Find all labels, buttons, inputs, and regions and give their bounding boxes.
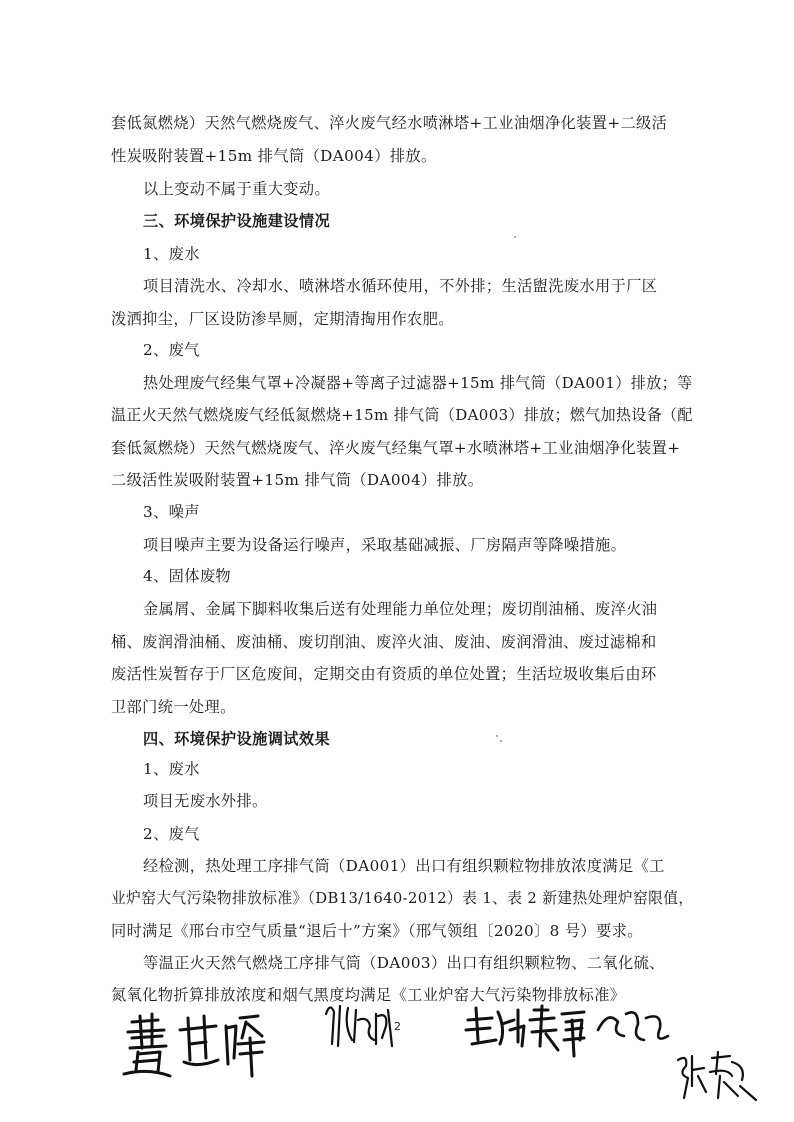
text-line: 项目噪声主要为设备运行噪声，采取基础减振、厂房隔声等降噪措施。 xyxy=(143,536,627,554)
text-line: 温正火天然气燃烧废气经低氮燃烧+15m 排气筒（DA003）排放；燃气加热设备（配 xyxy=(111,406,693,424)
text-line: 3、噪声 xyxy=(143,503,200,521)
text-line: 1、废水 xyxy=(143,760,200,778)
text-line: 经检测，热处理工序排气筒（DA001）出口有组织颗粒物排放浓度满足《工 xyxy=(143,857,665,875)
text-line: 项目无废水外排。 xyxy=(143,792,268,810)
text-line: 同时满足《邢台市空气质量“退后十”方案》（邢气领组〔2020〕8 号）要求。 xyxy=(111,922,643,940)
text-line: 氮氧化物折算排放浓度和烟气黑度均满足《工业炉窑大气污染物排放标准》 xyxy=(111,986,626,1004)
scan-speck xyxy=(496,735,498,737)
scan-speck xyxy=(514,236,516,238)
text-line: 等温正火天然气燃烧工序排气筒（DA003）出口有组织颗粒物、二氧化硫、 xyxy=(143,954,665,972)
text-line: 桶、废润滑油桶、废油桶、废切削油、废淬火油、废油、废润滑油、废过滤棉和 xyxy=(111,633,657,651)
signature-3 xyxy=(462,1000,674,1060)
text-line: 以上变动不属于重大变动。 xyxy=(143,180,331,198)
signature-1 xyxy=(118,1008,268,1080)
signature-4 xyxy=(672,1046,768,1106)
text-line: 热处理废气经集气罩+冷凝器+等离子过滤器+15m 排气筒（DA001）排放；等 xyxy=(143,374,693,392)
text-line: 废活性炭暂存于厂区危废间，定期交由有资质的单位处置；生活垃圾收集后由环 xyxy=(111,665,657,683)
text-line: 2、废气 xyxy=(143,341,200,359)
text-line: 二级活性炭吸附装置+15m 排气筒（DA004）排放。 xyxy=(111,471,484,489)
section-heading: 四、环境保护设施调试效果 xyxy=(143,730,331,748)
text-line: 性炭吸附装置+15m 排气筒（DA004）排放。 xyxy=(111,147,437,165)
text-line: 金属屑、金属下脚料收集后送有处理能力单位处理；废切削油桶、废淬火油 xyxy=(143,600,658,618)
text-line: 泼洒抑尘，厂区设防渗旱厕，定期清掏用作农肥。 xyxy=(111,310,454,328)
text-line: 1、废水 xyxy=(143,245,200,263)
text-line: 2、废气 xyxy=(143,825,200,843)
scan-speck xyxy=(500,740,502,742)
page-number: 2 xyxy=(394,1020,401,1033)
text-line: 套低氮燃烧）天然气燃烧废气、淬火废气经集气罩+水喷淋塔+工业油烟净化装置+ xyxy=(111,439,681,457)
text-line: 套低氮燃烧）天然气燃烧废气、淬火废气经水喷淋塔+工业油烟净化装置+二级活 xyxy=(111,114,668,132)
text-line: 卫部门统一处理。 xyxy=(111,698,236,716)
text-line: 4、固体废物 xyxy=(143,567,232,585)
text-line: 项目清洗水、冷却水、喷淋塔水循环使用，不外排；生活盥洗废水用于厂区 xyxy=(143,277,658,295)
section-heading: 三、环境保护设施建设情况 xyxy=(143,212,331,230)
text-line: 业炉窑大气污染物排放标准》（DB13/1640-2012）表 1、表 2 新建热处理炉窑限值， xyxy=(111,889,694,907)
